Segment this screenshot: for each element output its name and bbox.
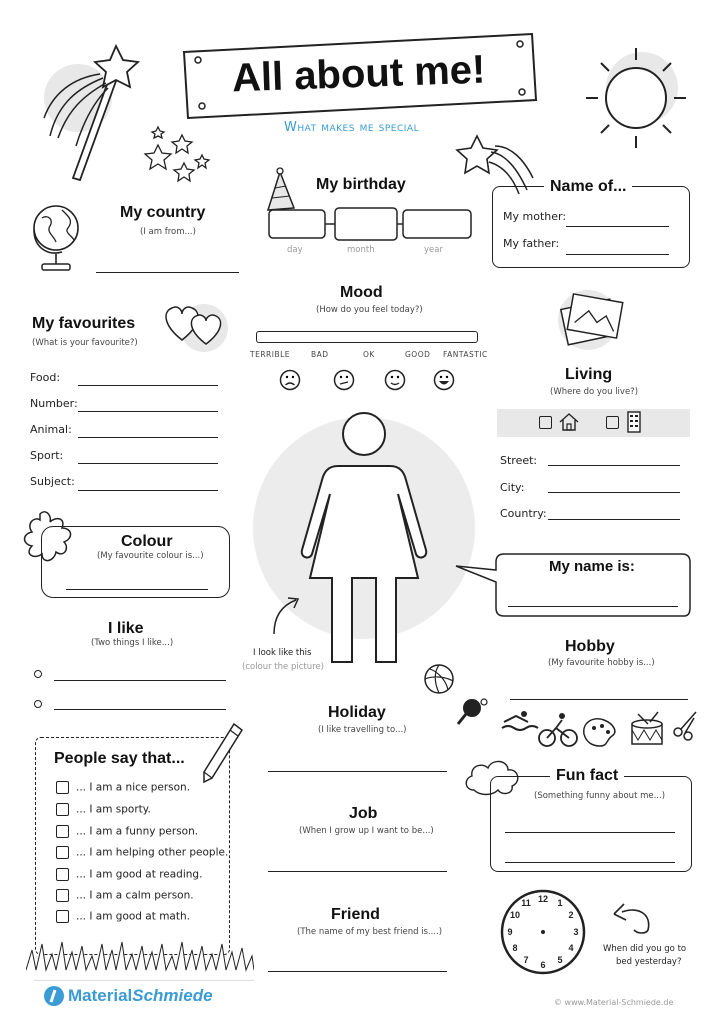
friend-hint: (The name of my best friend is....) bbox=[297, 927, 443, 937]
people-say-checkbox[interactable] bbox=[56, 868, 69, 881]
people-say-text: ... I am a calm person. bbox=[76, 889, 194, 902]
mood-faces bbox=[278, 368, 458, 392]
country-line[interactable] bbox=[548, 519, 680, 520]
svg-text:11: 11 bbox=[521, 898, 531, 908]
mood-bar[interactable] bbox=[256, 331, 478, 343]
sun-icon bbox=[582, 44, 690, 152]
grass-icon bbox=[26, 936, 254, 972]
page-subtitle: What makes me special bbox=[284, 120, 420, 135]
page-title: All about me! bbox=[231, 47, 487, 101]
fun-fact-title: Fun fact bbox=[550, 767, 624, 785]
fav-number-line[interactable] bbox=[78, 411, 218, 412]
mood-hint: (How do you feel today?) bbox=[316, 305, 423, 315]
return-arrow-icon bbox=[608, 900, 654, 936]
i-like-hint: (Two things I like...) bbox=[91, 638, 174, 648]
living-hint: (Where do you live?) bbox=[550, 387, 639, 397]
people-say-text: ... I am good at reading. bbox=[76, 868, 203, 881]
i-like-bullet-1 bbox=[34, 670, 42, 678]
brand-part-1: Material bbox=[68, 986, 133, 1005]
city-line[interactable] bbox=[548, 492, 680, 493]
mood-ok: OK bbox=[363, 350, 375, 359]
hobby-hint: (My favourite hobby is...) bbox=[548, 658, 655, 668]
brand-part-2: Schmiede bbox=[132, 986, 213, 1005]
swimming-icon bbox=[502, 711, 538, 730]
fav-number-label: Number: bbox=[30, 397, 78, 410]
copyright: © www.Material-Schmiede.de bbox=[554, 998, 674, 1007]
ok-face-icon bbox=[386, 371, 405, 390]
svg-text:12: 12 bbox=[537, 894, 549, 904]
birthday-year: year bbox=[424, 245, 443, 255]
birthday-day: day bbox=[287, 245, 303, 255]
svg-text:3: 3 bbox=[573, 927, 579, 937]
svg-text:4: 4 bbox=[568, 943, 574, 953]
street-line[interactable] bbox=[548, 465, 680, 466]
svg-text:8: 8 bbox=[512, 943, 518, 953]
people-say-checkbox[interactable] bbox=[56, 889, 69, 902]
apartment-icon bbox=[626, 410, 642, 434]
mood-fantastic: FANTASTIC bbox=[443, 350, 488, 359]
person-figure-icon[interactable] bbox=[298, 410, 430, 666]
footer-divider bbox=[34, 980, 254, 981]
country-hint: (I am from...) bbox=[140, 227, 196, 237]
table-tennis-icon bbox=[458, 699, 487, 724]
living-type-bar bbox=[497, 409, 690, 437]
holiday-line[interactable] bbox=[268, 771, 447, 772]
house-icon bbox=[558, 412, 580, 432]
scissors-icon bbox=[674, 712, 696, 740]
clock-question-2: bed yesterday? bbox=[616, 957, 682, 967]
clock-icon[interactable] bbox=[498, 887, 588, 977]
birthday-boxes[interactable] bbox=[267, 206, 475, 242]
figure-caption-2: (colour the picture) bbox=[242, 662, 324, 672]
unhappy-face-icon bbox=[335, 371, 354, 390]
sad-face-icon bbox=[281, 371, 300, 390]
people-say-checkbox[interactable] bbox=[56, 803, 69, 816]
living-title: Living bbox=[565, 366, 613, 383]
stars-icon bbox=[138, 125, 213, 190]
mood-good: GOOD bbox=[405, 350, 431, 359]
people-say-text: ... I am helping other people. bbox=[76, 846, 229, 859]
fav-food-label: Food: bbox=[30, 371, 61, 384]
people-say-item[interactable] bbox=[56, 868, 202, 881]
hearts-icon bbox=[160, 296, 232, 356]
brand-logo-icon bbox=[43, 985, 65, 1007]
fav-sport-label: Sport: bbox=[30, 449, 64, 462]
cycling-icon bbox=[539, 713, 577, 746]
people-say-item[interactable] bbox=[56, 910, 190, 923]
pencil-icon bbox=[200, 720, 246, 786]
people-say-text: ... I am a funny person. bbox=[76, 825, 199, 838]
fun-fact-line-1[interactable] bbox=[505, 832, 675, 833]
friend-title: Friend bbox=[331, 906, 380, 923]
mother-label: My mother: bbox=[503, 210, 567, 223]
country-title: My country bbox=[120, 204, 206, 221]
happy-face-icon bbox=[435, 371, 454, 390]
colour-hint: (My favourite colour is...) bbox=[97, 551, 204, 561]
photos-icon bbox=[550, 286, 632, 356]
mother-input-line[interactable] bbox=[566, 226, 669, 227]
volleyball-icon bbox=[422, 662, 456, 696]
fav-food-line[interactable] bbox=[78, 385, 218, 386]
job-hint: (When I grow up I want to be...) bbox=[299, 826, 434, 836]
fav-subject-label: Subject: bbox=[30, 475, 75, 488]
job-line[interactable] bbox=[268, 871, 447, 872]
country-input-line[interactable] bbox=[96, 272, 239, 273]
people-say-item[interactable] bbox=[56, 803, 151, 816]
people-say-checkbox[interactable] bbox=[56, 825, 69, 838]
hobby-icons bbox=[452, 694, 702, 750]
clock-question-1: When did you go to bbox=[603, 944, 687, 954]
arrow-up-icon bbox=[262, 594, 306, 638]
fav-animal-line[interactable] bbox=[78, 437, 218, 438]
mood-bad: BAD bbox=[311, 350, 329, 359]
drum-icon bbox=[632, 712, 662, 744]
brand-name[interactable] bbox=[68, 986, 213, 1006]
people-say-checkbox[interactable] bbox=[56, 846, 69, 859]
job-title: Job bbox=[349, 805, 378, 822]
fun-fact-hint: (Something funny about me...) bbox=[534, 791, 666, 801]
svg-text:6: 6 bbox=[540, 960, 546, 970]
fav-animal-label: Animal: bbox=[30, 423, 72, 436]
i-like-line-1[interactable] bbox=[54, 680, 226, 681]
birthday-month: month bbox=[347, 245, 375, 255]
i-like-title: I like bbox=[108, 620, 144, 637]
colour-title: Colour bbox=[121, 533, 173, 550]
my-name-title: My name is: bbox=[549, 558, 635, 575]
globe-icon bbox=[28, 196, 88, 276]
name-of-title: Name of... bbox=[544, 178, 632, 196]
mood-terrible: TERRIBLE bbox=[250, 350, 291, 359]
street-label: Street: bbox=[500, 454, 538, 467]
mood-title: Mood bbox=[340, 284, 383, 301]
people-say-item[interactable] bbox=[56, 781, 190, 794]
people-say-title: People say that... bbox=[54, 750, 185, 767]
people-say-checkbox[interactable] bbox=[56, 781, 69, 794]
city-label: City: bbox=[500, 481, 525, 494]
house-checkbox[interactable] bbox=[539, 416, 552, 429]
svg-text:7: 7 bbox=[523, 955, 529, 965]
father-input-line[interactable] bbox=[566, 254, 669, 255]
favourites-title: My favourites bbox=[32, 315, 136, 332]
fav-sport-line[interactable] bbox=[78, 463, 218, 464]
my-name-line[interactable] bbox=[508, 606, 678, 607]
svg-text:2: 2 bbox=[568, 910, 574, 920]
holiday-hint: (I like travelling to...) bbox=[318, 725, 407, 735]
people-say-text: ... I am a nice person. bbox=[76, 781, 191, 794]
fun-fact-line-2[interactable] bbox=[505, 862, 675, 863]
people-say-text: ... I am good at math. bbox=[76, 910, 190, 923]
svg-text:9: 9 bbox=[507, 927, 513, 937]
people-say-text: ... I am sporty. bbox=[76, 803, 151, 816]
name-of-box bbox=[492, 186, 690, 268]
svg-text:10: 10 bbox=[509, 910, 521, 920]
i-like-line-2[interactable] bbox=[54, 709, 226, 710]
hobby-title: Hobby bbox=[565, 638, 615, 655]
colour-input-line[interactable] bbox=[66, 589, 208, 590]
fav-subject-line[interactable] bbox=[78, 490, 218, 491]
country-label: Country: bbox=[500, 507, 547, 520]
father-label: My father: bbox=[503, 237, 560, 250]
i-like-bullet-2 bbox=[34, 700, 42, 708]
people-say-item[interactable] bbox=[56, 846, 228, 859]
holiday-title: Holiday bbox=[328, 704, 386, 721]
svg-text:1: 1 bbox=[557, 898, 563, 908]
birthday-title: My birthday bbox=[316, 176, 406, 193]
friend-line[interactable] bbox=[268, 971, 447, 972]
people-say-checkbox[interactable] bbox=[56, 910, 69, 923]
favourites-hint: (What is your favourite?) bbox=[32, 338, 138, 348]
figure-caption: I look like this bbox=[253, 648, 312, 658]
people-say-item[interactable] bbox=[56, 825, 198, 838]
palette-icon bbox=[584, 719, 615, 746]
svg-text:5: 5 bbox=[557, 955, 563, 965]
apartment-checkbox[interactable] bbox=[606, 416, 619, 429]
people-say-item[interactable] bbox=[56, 889, 194, 902]
